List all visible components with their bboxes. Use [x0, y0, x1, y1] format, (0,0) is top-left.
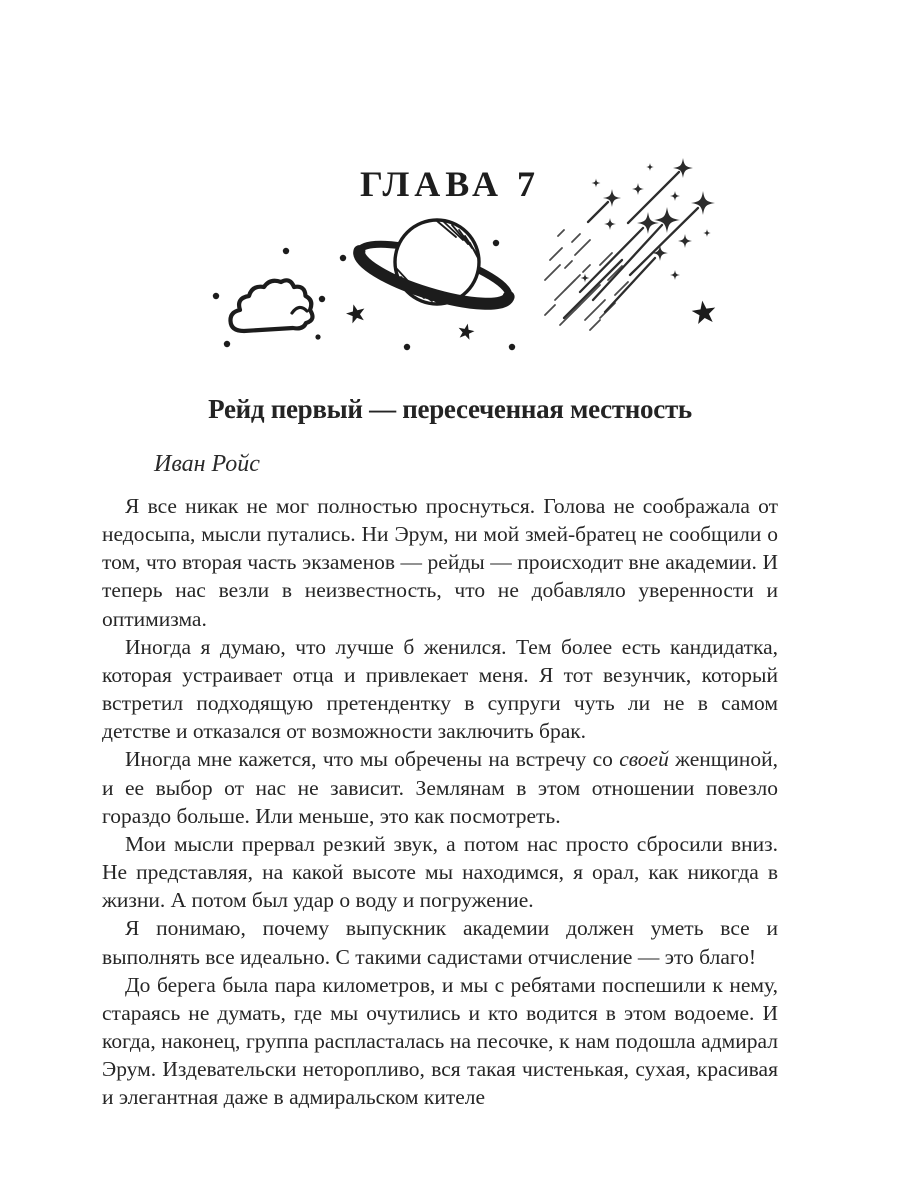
paragraph-6	[102, 971, 778, 1112]
saturn-ring-back	[354, 232, 515, 316]
saturn-icon	[354, 220, 515, 316]
chapter-title: ГЛАВА 7	[359, 164, 541, 204]
byline: Иван Ройс	[154, 451, 260, 477]
saturn-planet	[395, 220, 479, 304]
paragraph-1	[102, 492, 778, 633]
paragraph-4	[102, 830, 778, 914]
paragraph-text: Мои мысли прервал резкий звук, а потом нас просто сбросили вниз. Не представляя, на какой высоте мы находимся, я орал, как никогда в жизни. А потом был удар о воду и погружение.	[102, 831, 778, 913]
paragraph-5	[102, 914, 778, 970]
paragraph-text: Я понимаю, почему выпускник академии должен уметь все и выполнять все идеально. С такими садистами отчисление — это благо!	[102, 916, 778, 969]
paragraph-text: Иногда я думаю, что лучше б женился. Тем более есть кандидатка, которая устраивает отца и привлекает меня. Я тот везунчик, который встретил подходящую претендентку в супруги чуть ли не в самом детстве и отказался от возможности заключить брак.	[102, 634, 778, 744]
paragraph-text: женщиной, и ее выбор от нас не зависит. Землянам в этом отношении повезло гораздо больше. Или меньше, это как посмотреть.	[102, 747, 778, 828]
saturn-hatching	[397, 221, 478, 303]
streak-dashes	[545, 230, 628, 330]
space-dots	[213, 240, 515, 350]
paragraph-3	[102, 745, 778, 829]
scatter-stars-icon	[344, 299, 717, 340]
paragraph-emphasis: своей	[619, 747, 669, 772]
paragraph-2	[102, 633, 778, 746]
cloud-icon	[230, 280, 312, 331]
saturn-ring-front	[354, 251, 509, 316]
paragraph-text: До берега была пара километров, и мы с ребятами поспешили к нему, стараясь не думать, где мы очутились и кто водится в этом водоеме. И когда, наконец, группа распласталась на песочке, к нам подошла адмирал Эрум. Издевательски неторопливо, вся такая чистенькая, сухая, красивая и элегантная даже в адмиральском кителе	[102, 972, 778, 1110]
paragraph-text: Я все никак не мог полностью проснуться. Голова не соображала от недосыпа, мысли путались. Ни Эрум, ни мой змей-братец не сообщили о том, что вторая часть экзаменов — рейды — происходит вне академии. И теперь нас везли в неизвестность, что не добавляло уверенности и оптимизма.	[102, 494, 778, 631]
body-text	[102, 492, 778, 1111]
chapter-subtitle: Рейд первый — пересеченная местность	[208, 394, 692, 424]
paragraph-text: Иногда мне кажется, что мы обречены на встречу со	[125, 747, 620, 772]
